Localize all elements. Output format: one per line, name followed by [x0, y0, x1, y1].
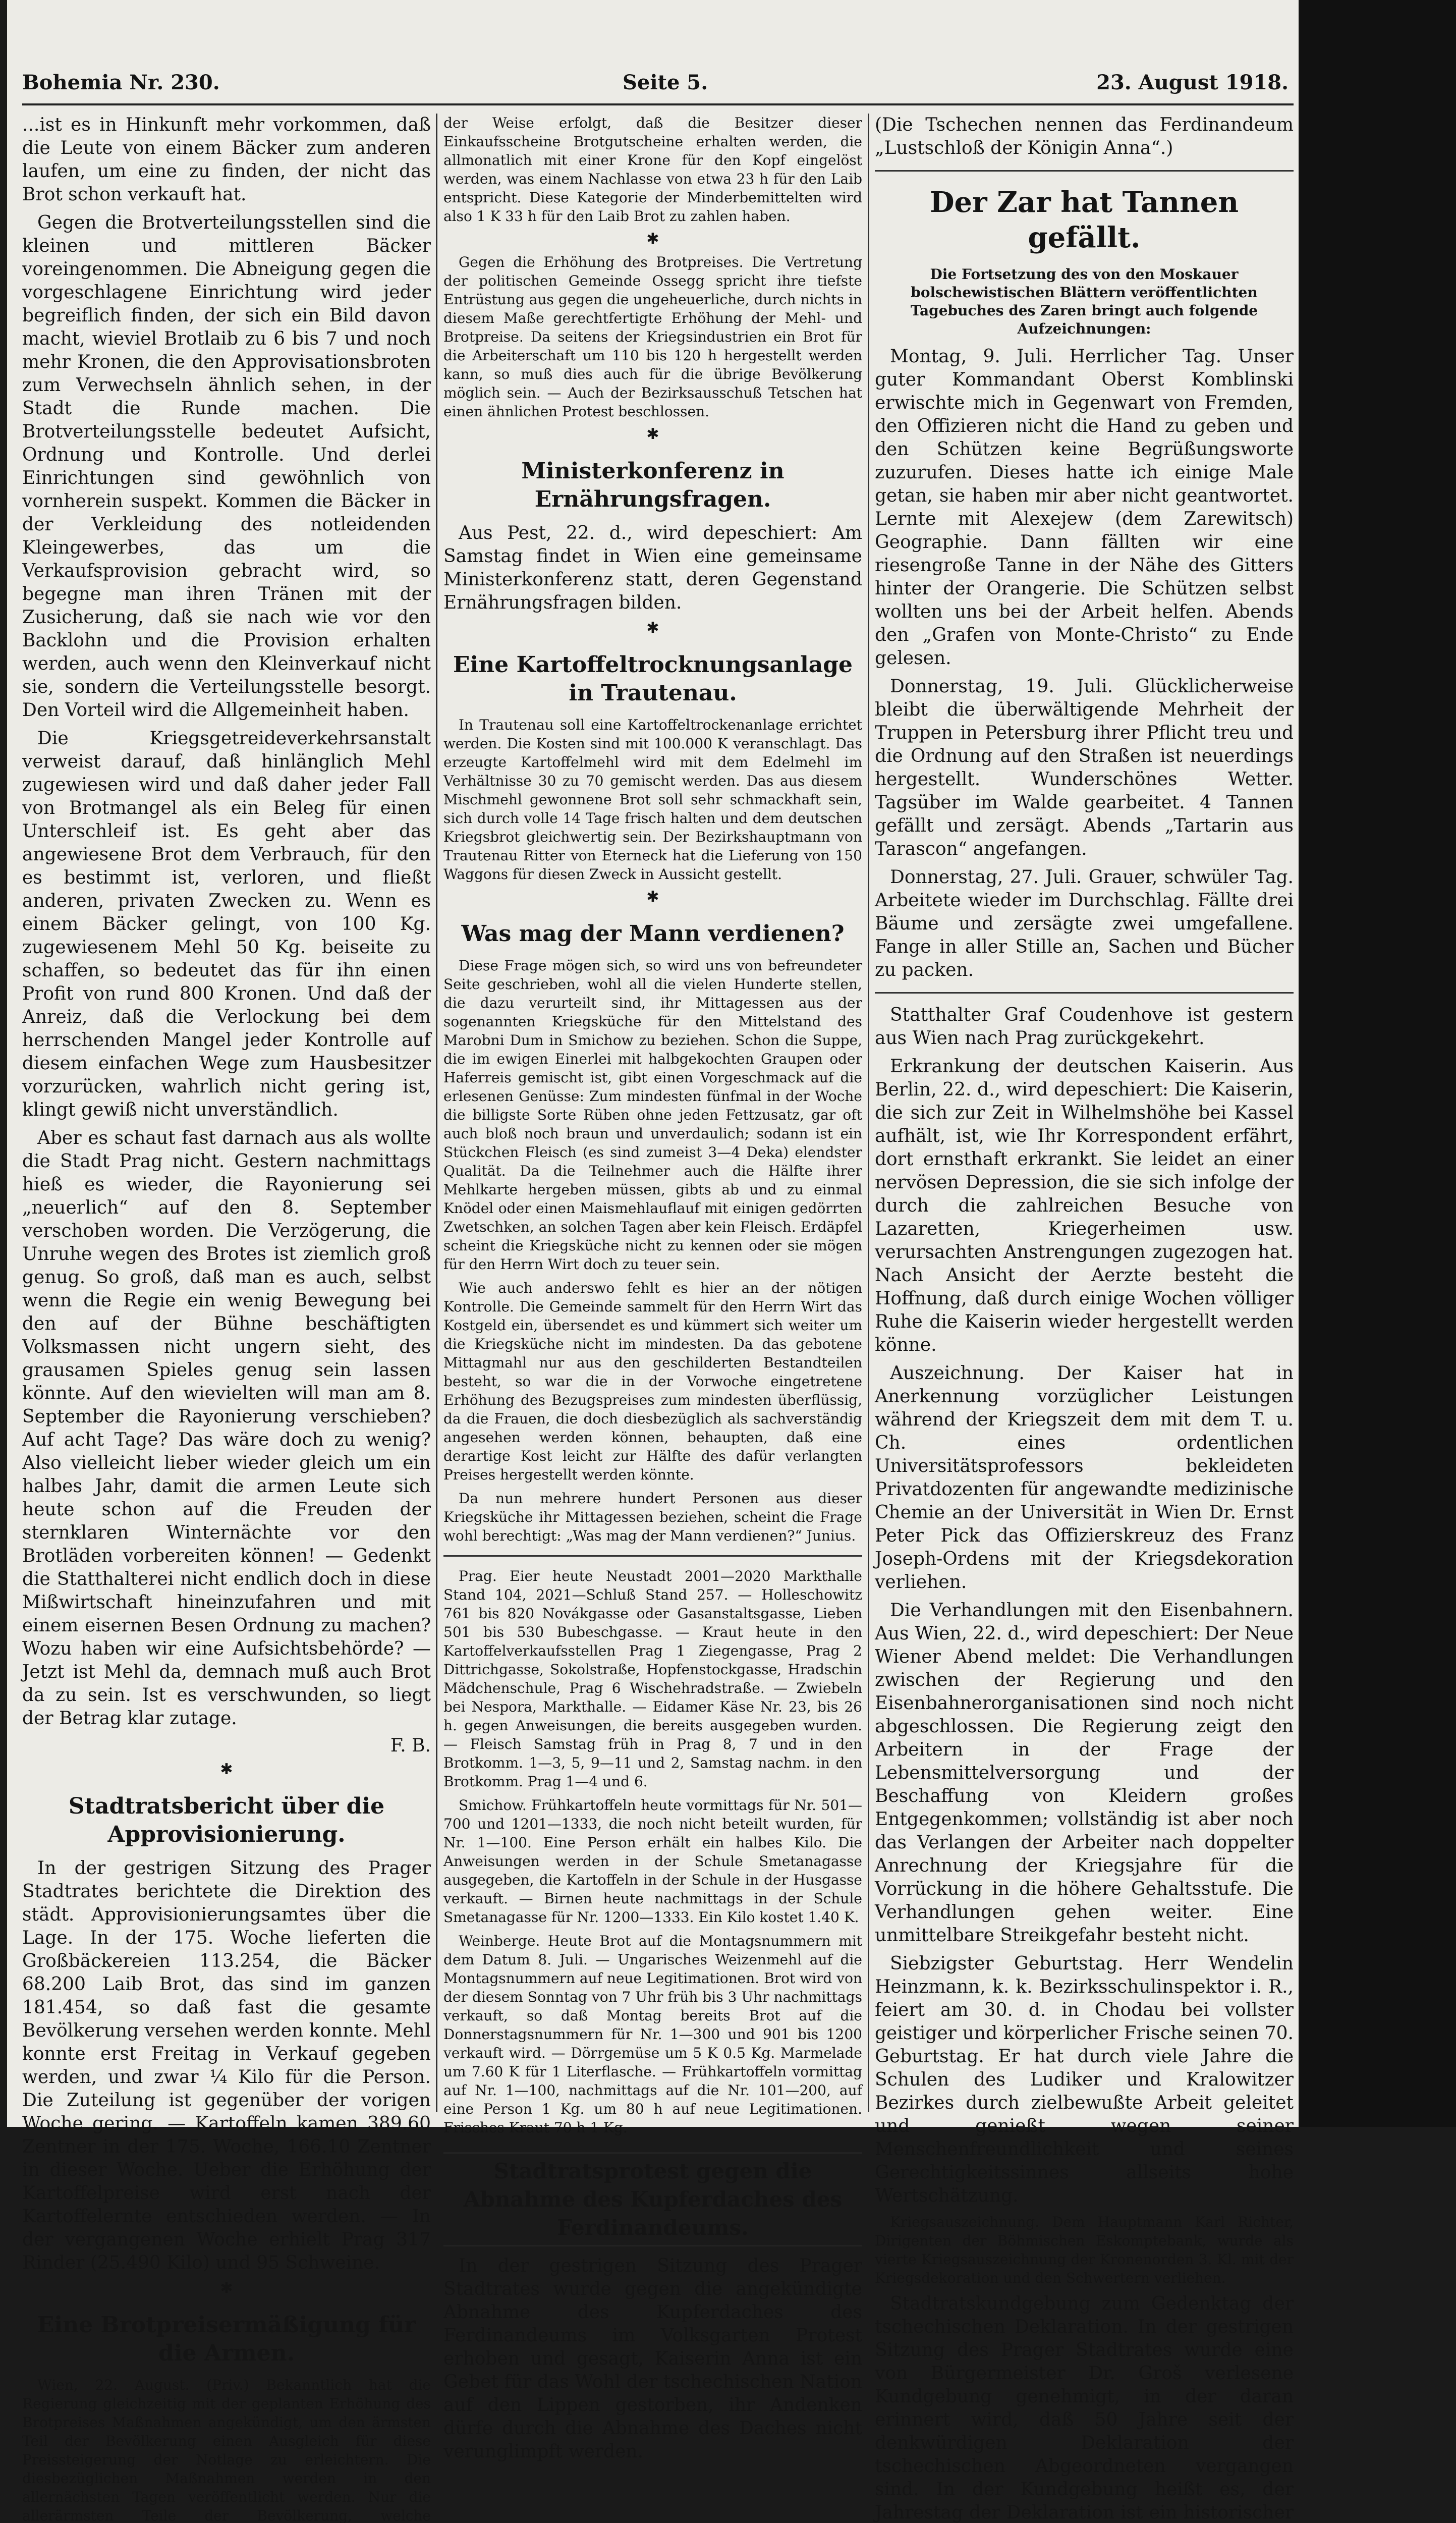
news-item: Stadtratskundgebung zum Gedenktag der tschechischen Deklaration. In der gestrigen Sitzung des Prager Stadtrates wurde eine von Bürgermeister Dr. Groš verlesene Kundgebung genehmigt, in der daran erinnert wird, daß 50 Jahre seit der denkwürdigen Deklaration der tschechischen Abgeordneten vergangen sind. In der Kundgebung heißt es, der Jahrestag der Deklaration ist ein historischer: [875, 2293, 1294, 2523]
news-item: Statthalter Graf Coudenhove ist gestern aus Wien nach Prag zurückgekehrt.: [875, 1005, 1294, 1049]
news-item: Auszeichnung. Der Kaiser hat in Anerkennung vorzüglicher Leistungen während der Kriegszeit dem mit dem T. u. Ch. eines ordentlichen Universitätsprofessors bekleideten Privatdozenten für angewandte medizinische Chemie an der Universität in Wien Dr. Ernst Peter Pick das Offizierskreuz des Franz Joseph-Ordens mit der Kriegsdekoration verliehen.: [875, 1363, 1294, 1593]
diary-entry: Donnerstag, 19. Juli. Glücklicherweise bleibt die überwältigende Mehrheit der Truppen in Petersburg ihrer Pflicht treu und die Ordnung auf den Straßen ist neuerdings hergestellt. Wunderschönes Wetter. Tagsüber im Walde gearbeitet. 4 Tannen gefällt und zersägt. Abends „Tartarin aus Tarascon“ angefangen.: [875, 676, 1294, 859]
author-signature: F. B.: [390, 1735, 431, 1756]
news-item: Kriegsauszeichnung. Dem Hauptmann Karl Richter, Dirigenten der Böhmischen Eskomptebank, wurde als vierte Kriegsauszeichnung der Kronenorden 3. Kl. mit der Kriegsdekoration und den Schwertern verliehen.: [875, 2214, 1294, 2286]
section-rule: [875, 170, 1294, 172]
headline-stadtratsprotest: Stadtratsprotest gegen die Abnahme des Kupferdaches des Ferdinandeums.: [443, 2152, 862, 2246]
issue-date: 23. August 1918.: [1096, 71, 1289, 94]
article-paragraph: In Trautenau soll eine Kartoffeltrockenanlage errichtet werden. Die Kosten sind mit 100.000 K veranschlagt. Das erzeugte Kartoffelmehl wird mit dem Edelmehl im Verhältnisse 30 zu 70 gemischt werden. Das aus diesem Mischmehl gewonnene Brot soll sehr schmackhaft sein, sich durch volle 14 Tage frisch halten und dem deutschen Kriegsbrot gleichwertig sein. Der Bezirkshauptmann von Trautenau Ritter von Eterneck hat die Lieferung von 150 Waggons für diesen Zweck in Aussicht gestellt.: [443, 717, 862, 883]
headline-ministerkonferenz: Ministerkonferenz in Ernährungsfragen.: [521, 458, 785, 512]
column-divider: [868, 114, 869, 2112]
article-paragraph: In der gestrigen Sitzung des Prager Stadtrates berichtete die Direktion des städt. Approvisionierungsamtes über die Lage. In der 175. Woche lieferten die Großbäckereien 113.254, die Bäcker 68.200 Laib Brot, das sind im ganzen 181.454, so daß fast die gesamte Bevölkerung versehen werden konnte. Mehl konnte erst Freitag in Verkauf gegeben werden, und zwar ¼ Kilo für die Person. Die Zuteilung ist gegenüber der vorigen Woche gering. — Kartoffeln kamen 389.60 Zentner in der 175. Woche, 166.10 Zentner in dieser Woche. Ueber die Erhöhung der Kartoffelpreise wird erst nach der Kartoffelernte entschieden werden. — In der vergangenen Woche erhielt Prag 317 Rinder (25.490 Kilo) und 95 Schweine.: [22, 1858, 431, 2273]
article-paragraph: Aus Pest, 22. d., wird depeschiert: Am Samstag findet in Wien eine gemeinsame Ministerkonferenz statt, deren Gegenstand Ernährungsfragen bilden.: [443, 523, 862, 613]
scan-border: [1299, 0, 1456, 2127]
article-paragraph: In der gestrigen Sitzung des Prager Stadtrates wurde gegen die angekündigte Abnahme des Kupferdaches des Ferdinandeums im Volksgarten Protest erhoben und gesagt, Kaiserin Anna ist ein Gebet für das Wohl der tschechischen Nation auf den Lippen gestorben, ihr Andenken dürfe durch die Abnahme des Daches nicht verunglimpft werden.: [443, 2256, 862, 2462]
article-paragraph: (Die Tschechen nennen das Ferdinandeum „Lustschloß der Königin Anna“.): [875, 115, 1294, 158]
headline-mann-verdienen: Was mag der Mann verdienen?: [461, 921, 845, 947]
headline-kartoffeltrocknung: Eine Kartoffeltrocknungsanlage in Trautenau.: [453, 652, 853, 706]
article-paragraph: der Weise erfolgt, daß die Besitzer dieser Einkaufsscheine Brotgutscheine erhalten werden, die allmonatlich mit einer Krone für den Kopf eingelöst werden, was einem Nachlasse von etwa 23 h für den Laib entspricht. Diese Kategorie der Minderbemittelten wird also 1 K 33 h für den Laib Brot zu zahlen haben.: [443, 115, 862, 225]
article-intro: Die Fortsetzung des von den Moskauer bolschewistischen Blättern veröffentlichten Tagebuches des Zaren bringt auch folgende Aufzeichnungen:: [910, 266, 1258, 337]
news-item: Die Verhandlungen mit den Eisenbahnern. Aus Wien, 22. d., wird depeschiert: Der Neue Wiener Abend meldet: Die Verhandlungen zwischen der Regierung und den Eisenbahnerorganisationen sind noch nicht abgeschlossen. Die Regierung zeigt den Arbeitern in der Frage der Lebensmittelversorgung und der Beschaffung von Kleidern großes Entgegenkommen; vollständig ist aber noch das Verlangen der Arbeiter nach doppelter Anrechnung der Kriegsjahre für die Vorrückung in die höhere Gehaltsstufe. Die Verhandlungen gehen weiter. Eine unmittelbare Streikgefahr besteht nicht.: [875, 1600, 1294, 1946]
column-2: [443, 114, 862, 2462]
article-paragraph: ...ist es in Hinkunft mehr vorkommen, daß die Leute von einem Bäcker zum anderen laufen, um eine zu finden, der nicht das Brot schon verkauft hat.: [22, 115, 431, 205]
page-number: Seite 5.: [623, 71, 708, 94]
article-paragraph: Wien, 22. August. (Priv.) Bekanntlich hat die Regierung gleichzeitig mit der geplanten Erhöhung des Brotpreises Maßnahmen angekündigt, um den ärmsten Teil der Bevölkerung einen Ausgleich für diese Preissteigerung der Notlage zu erleichtern. Die diesbezüglichen Maßnahmen werden in den allernächsten Tagen veröffentlicht werden. Nur die allerärmsten Teile der Bevölkerung, welche: [22, 2377, 431, 2523]
headline-stadtratsbericht: Stadtratsbericht über die Approvisionierung.: [68, 1793, 385, 1847]
article-paragraph: Wie auch anderswo fehlt es hier an der nötigen Kontrolle. Die Gemeinde sammelt für den Herrn Wirt das Kostgeld ein, übersendet es und kümmert sich weiter um die Kriegsküche nicht im mindesten. Da das gebotene Mittagmahl nur aus den geschilderten Bestandteilen besteht, so war die in der Vorwoche eingetretene Erhöhung des Bezugspreises zum mindesten überflüssig, da die Frauen, die doch diesbezüglich als sachverständig angesehen werden können, behaupten, daß eine derartige Kost leicht zur Hälfte des dafür verlangten Preises hergestellt werden könnte.: [443, 1280, 862, 1483]
headline-brotpreis: Eine Brotpreisermäßigung für die Armen.: [37, 2312, 416, 2366]
section-divider: ✱: [220, 2279, 233, 2297]
article-paragraph: Gegen die Brotverteilungsstellen sind die kleinen und mittleren Bäcker voreingenommen. Die Abneigung gegen die vorgeschlagene Einrichtung wird jeder begreiflich finden, der sich ein Bild davon macht, wieviel Brotlaib zu 6 bis 7 und noch mehr Kronen, die den Approvisationsbroten zum Verwechseln ähnlich sehen, in der Stadt die Runde machen. Die Brotverteilungsstelle bedeutet Aufsicht, Ordnung und Kontrolle. Und derlei Einrichtungen sind gewöhnlich von vornherein suspekt. Kommen die Bäcker in der Verkleidung des notleidenden Kleingewerbes, das um die Verkaufsprovision gebracht wird, so begegne man ihren Tränen mit der Zusicherung, daß sie nach wie vor den Backlohn und die Provision erhalten werden, auch wenn den Kleinverkauf nicht sie, sondern die Verteilungsstelle besorgt. Den Vorteil wird die Allgemeinheit haben.: [22, 212, 431, 721]
article-paragraph: Diese Frage mögen sich, so wird uns von befreundeter Seite geschrieben, wohl all die vielen Hunderte stellen, die dazu verurteilt sind, ihr Mittagessen aus der sogenannten Kriegsküche für den Mittelstand des Marobni Dum in Smichow zu beziehen. Schon die Suppe, die im ewigen Einerlei mit halbgekochten Graupen oder Haferreis gemischt ist, gibt einen Vorgeschmack auf die erlesenen Genüsse: Zum mindesten fünfmal in der Woche die billigste Sorte Rüben ohne jeden Fettzusatz, gar oft auch bloß noch braun und unverdaulich; sodann ist ein Stückchen Fleisch (es sind zumeist 3—4 Deka) elendster Qualität. Da die Teilnehmer auch die Hälfte ihrer Mehlkarte hergeben müssen, gibts ab und zu einmal Knödel oder einen Maismehlauflauf mit einigen gedörrten Zwetschken, an solchen Tagen aber kein Fleisch. Erdäpfel scheint die Kriegsküche nicht zu kennen oder sie mögen für den Herrn Wirt doch zu teuer sein.: [443, 957, 862, 1273]
news-item: Siebzigster Geburtstag. Herr Wendelin Heinzmann, k. k. Bezirksschulinspektor i. R., feiert am 30. d. in Chodau bei vollster geistiger und körperlicher Frische seinen 70. Geburtstag. Er hat durch viele Jahre die Schulen des Ludiker und Kralowitzer Bezirkes durch zielbewußte Arbeit geleitet und genießt wegen seiner Menschenfreundlichkeit und seines Gerechtigkeitssinnes allseits hohe Wertschätzung.: [875, 1953, 1294, 2206]
header-rule: [22, 103, 1294, 105]
newspaper-page: [7, 0, 1299, 2523]
headline-zar-tannen: Der Zar hat Tannen gefällt.: [929, 186, 1239, 254]
article-paragraph: Aber es schaut fast darnach aus als wollte die Stadt Prag nicht. Gestern nachmittags hieß es wieder, die Rayonierung sei „neuerlich“ auf den 8. September verschoben worden. Die Verzögerung, die Unruhe wegen des Brotes ist ziemlich groß genug. So groß, daß man es auch, selbst wenn die Regie ein wenig Bewegung bei den auf der Bühne beschäftigten Volksmassen nicht ungern sieht, des grausamen Spieles genug sein lassen könnte. Auf den wievielten will man am 8. September die Rayonierung verschieben? Auf acht Tage? Das wäre doch zu wenig? Also vielleicht lieber wieder gleich um ein halbes Jahr, damit die armen Leute sich heute schon auf die Freuden der sternklaren Winternächte vor den Brotläden vorbereiten können! — Gedenkt die Statthalterei nicht endlich doch in diese Mißwirtschaft hineinzufahren und mit einem eisernen Besen Ordnung zu machen? Wozu haben wir eine Aufsichtsbehörde? — Jetzt ist Mehl da, demnach muß auch Brot da zu sein. Ist es verschwunden, so liegt der Betrag klar zutage.: [22, 1128, 431, 1729]
column-1: [22, 114, 431, 2523]
diary-entry: Montag, 9. Juli. Herrlicher Tag. Unser guter Kommandant Oberst Komblinski erwischte mich in Gegenwart von Fremden, den Offizieren nicht die Hand zu geben und den Schützen keine Begrüßungsworte zuzurufen. Dieses hatte ich einige Male getan, sie haben mir aber nicht geantwortet. Lernte mit Alexejew (dem Zarewitsch) Geographie. Dann fällten wir eine riesengroße Tanne in der Nähe des Gitters hinter der Orangerie. Die Schützen selbst wollten uns bei der Arbeit helfen. Abends den „Grafen von Monte-Christo“ zu Ende gelesen.: [875, 346, 1294, 669]
article-paragraph: Die Kriegsgetreideverkehrsanstalt verweist darauf, daß hinlänglich Mehl zugewiesen wird und daß daher jeder Fall von Brotmangel als ein Beleg für einen Unterschleif ist. Es geht aber das angewiesene Brot dem Verbrauch, für den es bestimmt ist, verloren, und fließt anderen, privaten Zwecken zu. Wenn es einem Bäcker gelingt, von 100 Kg. zugewiesenem Mehl 50 Kg. beiseite zu schaffen, so bedeutet das für ihn einen Profit von rund 800 Kronen. Und daß der Anreiz, daß die Verlockung bei dem herrschenden Mangel jeder Kontrolle auf diesem einfachen Wege zum Hausbesitzer vorzurücken, wahrlich nicht gering ist, klingt gewiß nicht unverständlich.: [22, 728, 431, 1120]
issue-number: Bohemia Nr. 230.: [22, 71, 220, 94]
section-rule: [443, 1555, 862, 1557]
section-divider: ✱: [646, 425, 659, 443]
diary-entry: Donnerstag, 27. Juli. Grauer, schwüler Tag. Arbeitete wieder im Durchschlag. Fällte drei Bäume und zersägte zwei umgefallene. Fange in aller Stille an, Sachen und Bücher zu packen.: [875, 867, 1294, 980]
market-notice-smichow: Smichow. Frühkartoffeln heute vormittags für Nr. 501—700 und 1201—1333, die noch nicht beteilt wurden, für Nr. 1—100. Eine Person erhält ein halbes Kilo. Die Anweisungen werden in der Schule Smetanagasse ausgegeben, die Kartoffeln in der Schule in der Husgasse verkauft. — Birnen heute nachmittags in der Schule Smetanagasse für Nr. 1200—1333. Ein Kilo kostet 1.40 K.: [443, 1797, 862, 1926]
section-divider: ✱: [646, 619, 659, 637]
section-rule: [875, 992, 1294, 994]
market-notice-prag: Prag. Eier heute Neustadt 2001—2020 Markthalle Stand 104, 2021—Schluß Stand 257. — Holleschowitz 761 bis 820 Novákgasse oder Gasanstaltsgasse, Lieben 501 bis 530 Bubeschgasse. — Kraut heute in den Kartoffelverkaufsstellen Prag 1 Ziegengasse, Prag 2 Dittrichgasse, Sokolstraße, Hopfenstockgasse, Hradschin Mädchenschule, Prag 6 Wischehradstraße. — Zwiebeln bei Nespora, Markthalle. — Eidamer Käse Nr. 23, bis 26 h. gegen Anweisungen, die bereits ausgegeben wurden. — Fleisch Samstag früh in Prag 8, 7 und in den Brotkomm. 1—3, 5, 9—11 und 2, Samstag nachm. in den Brotkomm. Prag 1—4 und 6.: [443, 1568, 862, 1790]
section-divider: ✱: [646, 230, 659, 248]
column-3: [875, 114, 1294, 2523]
news-item: Erkrankung der deutschen Kaiserin. Aus Berlin, 22. d., wird depeschiert: Die Kaiserin, die sich zur Zeit in Wilhelmshöhe bei Kassel aufhält, ist, wie Ihr Korrespondent erfährt, dort ernsthaft erkrankt. Sie leidet an einer nervösen Depression, die sie sich infolge der durch die zahlreichen Besuche von Lazaretten, Kriegerheimen usw. verursachten Anstrengungen zugezogen hat. Nach Ansicht der Aerzte besteht die Hoffnung, daß durch einige Wochen völliger Ruhe die Kaiserin wieder hergestellt werden könne.: [875, 1056, 1294, 1355]
column-divider: [436, 114, 437, 2112]
section-divider: ✱: [220, 1761, 233, 1778]
section-divider: ✱: [646, 888, 659, 906]
article-paragraph: Da nun mehrere hundert Personen aus dieser Kriegsküche ihr Mittagessen beziehen, scheint die Frage wohl berechtigt: „Was mag der Mann verdienen?“ Junius.: [443, 1490, 862, 1544]
market-notice-weinberge: Weinberge. Heute Brot auf die Montagsnummern mit dem Datum 8. Juli. — Ungarisches Weizenmehl auf die Montagsnummern auf neue Legitimationen. Brot wird von der diesem Sonntag von 7 Uhr früh bis 3 Uhr nachmittags verkauft, so daß Montag bereits Brot auf die Donnerstagsnummern für Nr. 1—300 und 901 bis 1200 verkauft wird. — Dörrgemüse um 5 K 0.5 Kg. Marmelade um 7.60 K für 1 Literflasche. — Frühkartoffeln vormittag auf Nr. 1—100, nachmittags auf die Nr. 101—200, auf eine Person 1 Kg. um 80 h auf neue Legitimationen. Frisches Kraut 70 h 1 Kg.: [443, 1933, 862, 2136]
article-paragraph: Gegen die Erhöhung des Brotpreises. Die Vertretung der politischen Gemeinde Ossegg spricht ihre tiefste Entrüstung aus gegen die ungeheuerliche, durch nichts in diesem Maße gerechtfertigte Erhöhung der Mehl- und Brotpreise. Da seitens der Kriegsindustrien ein Brot für die Arbeiterschaft um 110 bis 120 h hergestellt werden kann, so muß dies auch für die übrige Bevölkerung möglich sein. — Auch der Bezirksausschuß Tetschen hat einen ähnlichen Protest beschlossen.: [443, 254, 862, 420]
page-header: [22, 61, 1294, 101]
